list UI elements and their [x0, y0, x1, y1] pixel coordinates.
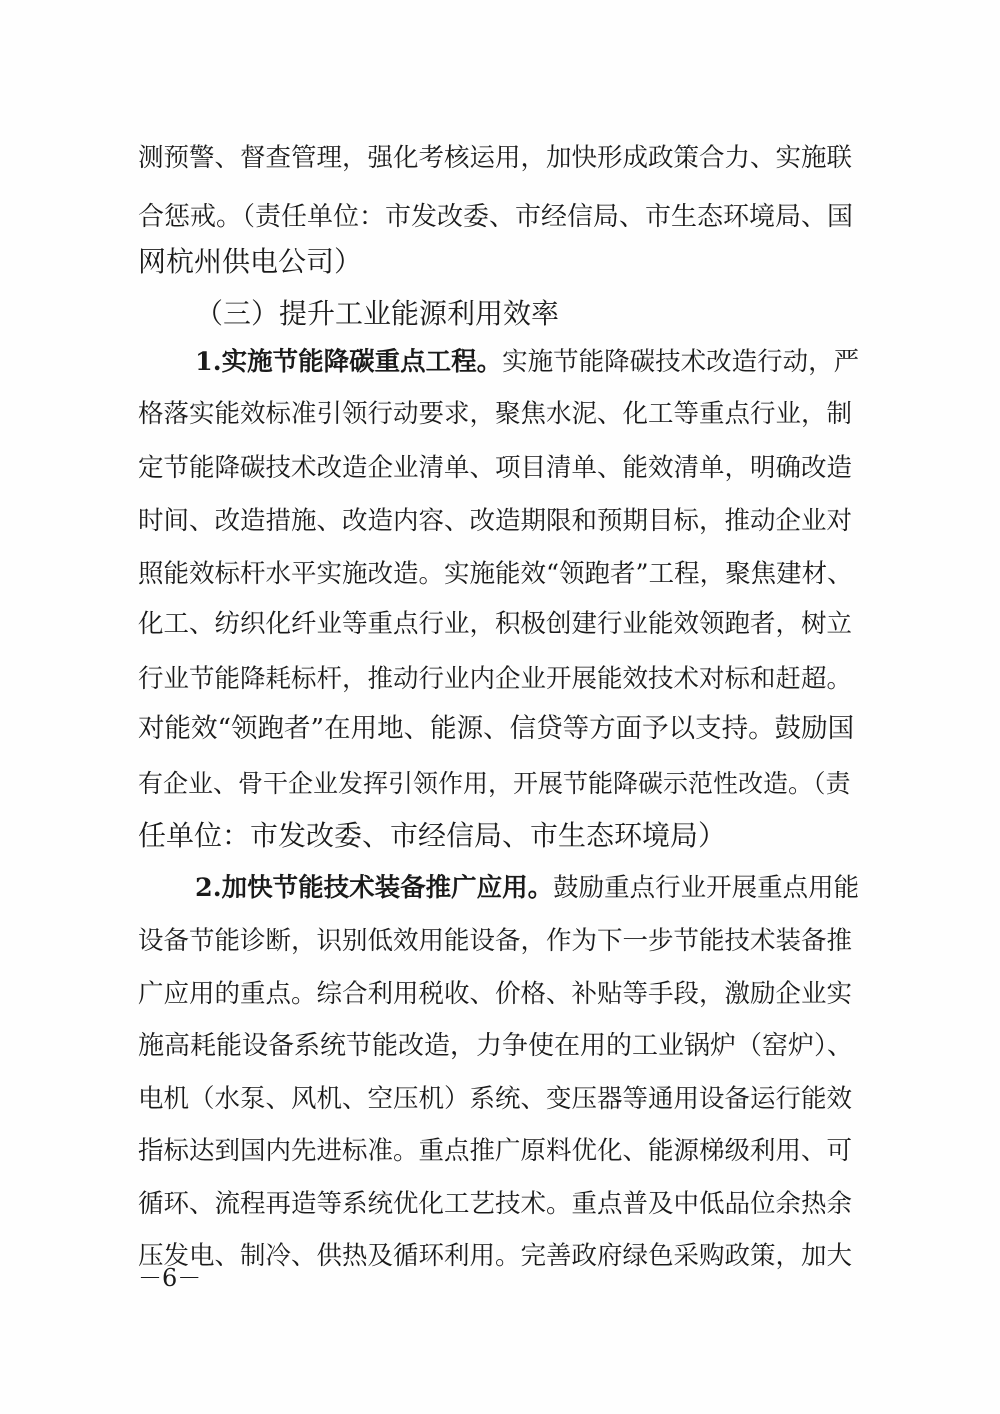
text-line: 对能效“领跑者”在用地、能源、信贷等方面予以支持。鼓励国 [138, 713, 855, 744]
item-1-first-line [195, 338, 859, 386]
text-line: 行业节能降耗标杆，推动行业内企业开展能效技术对标和赶超。 [138, 664, 853, 694]
item-1-title: 1.实施节能降碳重点工程。 [195, 347, 503, 377]
text-span: 鼓励重点行业开展重点用能 [553, 873, 860, 903]
item-2-title: 2.加快节能技术装备推广应用。 [195, 873, 554, 903]
text-line: 循环、流程再造等系统优化工艺技术。重点普及中低品位余热余 [138, 1189, 853, 1219]
text-line: 定节能降碳技术改造企业清单、项目清单、能效清单，明确改造 [138, 453, 853, 483]
text-line: 指标达到国内先进标准。重点推广原料优化、能源梯级利用、可 [138, 1136, 853, 1166]
text-line: 有企业、骨干企业发挥引领作用，开展节能降碳示范性改造。（责 [138, 769, 851, 798]
item-2-first-line [195, 864, 859, 912]
page-number: －6－ [138, 1264, 202, 1292]
text-line: 任单位：市发改委、市经信局、市生态环境局） [138, 819, 727, 852]
text-line: 照能效标杆水平实施改造。实施能效“领跑者”工程，聚焦建材、 [138, 559, 853, 589]
text-line: 施高耗能设备系统节能改造，力争使在用的工业锅炉（窑炉）、 [138, 1031, 854, 1061]
text-line: 压发电、制冷、供热及循环利用。完善政府绿色采购政策，加大 [138, 1241, 853, 1271]
text-span: 实施节能降碳技术改造行动，严 [502, 347, 860, 377]
text-line: 化工、纺织化纤业等重点行业，积极创建行业能效领跑者，树立 [138, 609, 853, 639]
text-line: 广应用的重点。综合利用税收、价格、补贴等手段，激励企业实 [138, 979, 853, 1009]
text-line: 合惩戒。（责任单位：市发改委、市经信局、市生态环境局、国 [138, 202, 854, 232]
text-line: 测预警、督查管理，强化考核运用，加快形成政策合力、实施联 [138, 143, 853, 173]
text-line: 网杭州供电公司） [138, 245, 363, 278]
text-line: 格落实能效标准引领行动要求，聚焦水泥、化工等重点行业，制 [138, 399, 853, 429]
section-heading: （三）提升工业能源利用效率 [195, 297, 560, 330]
text-line: 电机（水泵、风机、空压机）系统、变压器等通用设备运行能效 [138, 1084, 853, 1114]
text-line: 设备节能诊断，识别低效用能设备，作为下一步节能技术装备推 [138, 926, 853, 956]
text-line: 时间、改造措施、改造内容、改造期限和预期目标，推动企业对 [138, 506, 853, 536]
